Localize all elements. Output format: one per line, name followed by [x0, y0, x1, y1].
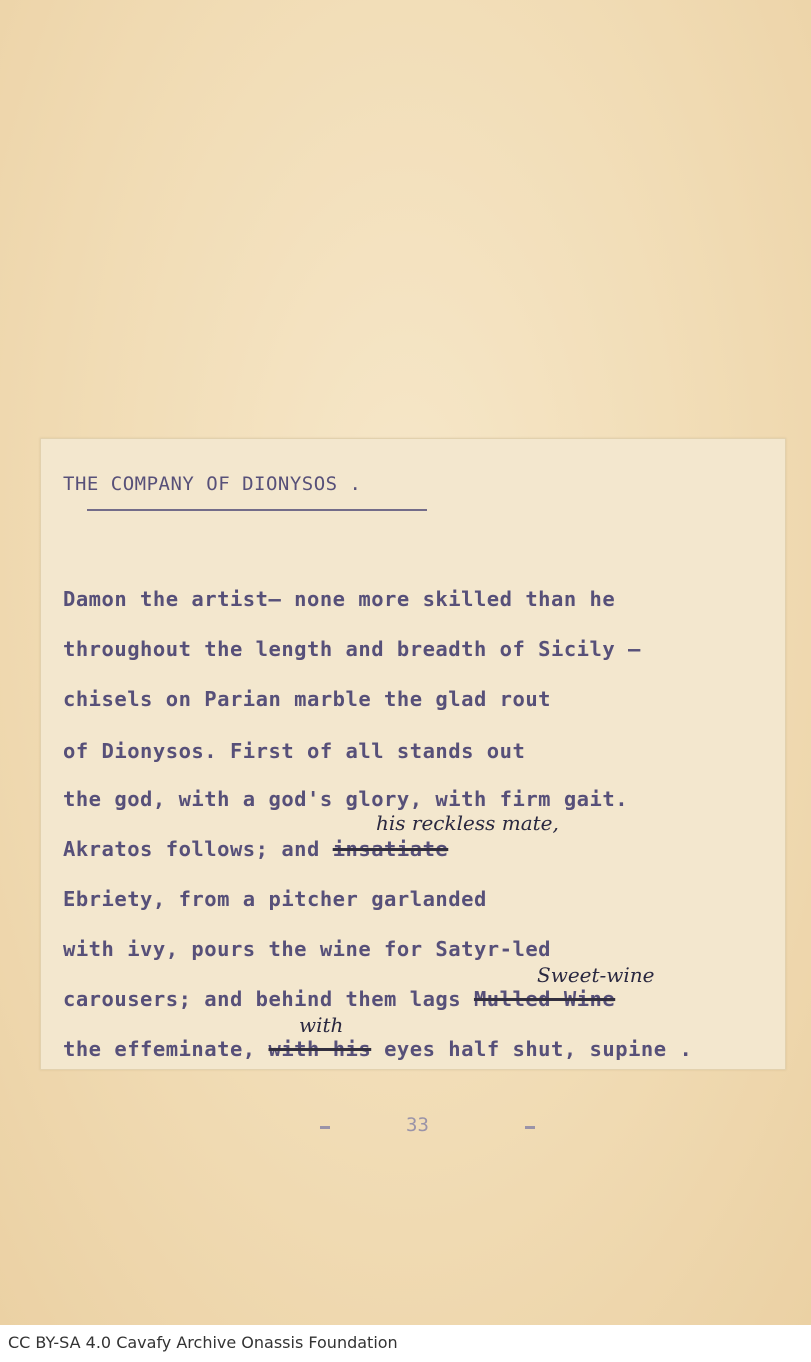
poem-line-6 [63, 837, 448, 861]
page-number-dash-left [320, 1126, 330, 1129]
poem-line-5: the god, with a god's glory, with firm gait. [63, 787, 629, 811]
credit-bar [0, 1325, 811, 1362]
title-underline [87, 509, 427, 511]
poem-line-9-text: carousers; and behind them lags [63, 987, 474, 1011]
pasted-typescript-slip [40, 438, 786, 1070]
struck-words-mulled-wine: Mulled Wine [473, 987, 616, 1011]
handwritten-correction-line-10: with [299, 1013, 344, 1037]
page-number-dash-right [525, 1126, 535, 1129]
handwritten-correction-line-9: Sweet-wine [537, 963, 655, 987]
poem-line-6-text: Akratos follows; and [63, 837, 333, 861]
handwritten-correction-line-6: his reckless mate, [376, 811, 559, 835]
poem-line-10 [63, 1037, 692, 1061]
poem-line-9 [63, 987, 615, 1011]
poem-title: THE COMPANY OF DIONYSOS . [63, 473, 362, 495]
poem-line-10-end: eyes half shut, supine . [371, 1037, 693, 1061]
poem-line-7: Ebriety, from a pitcher garlanded [63, 887, 487, 911]
poem-line-10-text: the effeminate, [63, 1037, 269, 1061]
page-number: 33 [406, 1114, 429, 1136]
struck-words-with-his: with his [268, 1037, 372, 1061]
poem-line-2: throughout the length and breadth of Sicily — [63, 637, 641, 661]
poem-line-1: Damon the artist— none more skilled than he [63, 587, 616, 611]
poem-line-3: chisels on Parian marble the glad rout [63, 687, 551, 711]
poem-line-4: of Dionysos. First of all stands out [63, 739, 526, 763]
license-credit: CC BY-SA 4.0 Cavafy Archive Onassis Foundation [8, 1333, 398, 1352]
poem-line-8: with ivy, pours the wine for Satyr-led [63, 937, 551, 961]
struck-word-insatiate: insatiate [332, 837, 449, 861]
